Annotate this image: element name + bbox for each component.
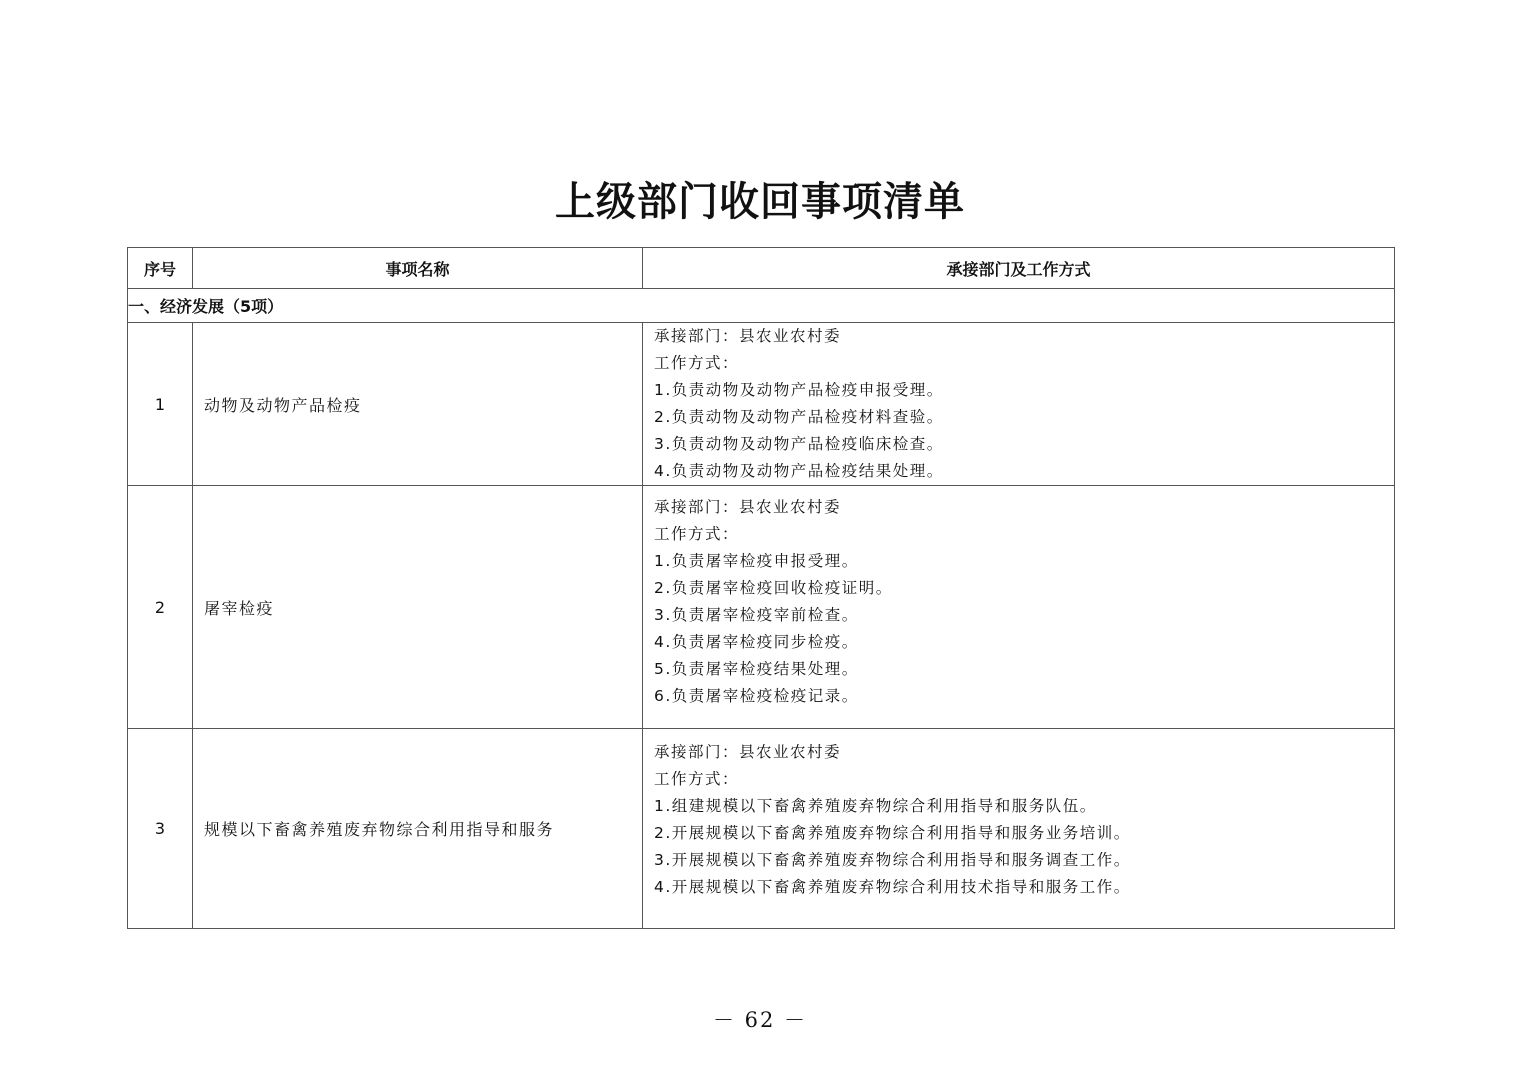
page-title: 上级部门收回事项清单 — [555, 178, 965, 225]
header-dept: 承接部门及工作方式 — [643, 248, 1395, 289]
dept-line: 工作方式： — [654, 354, 740, 372]
item-name: 屠宰检疫 — [193, 486, 643, 729]
row-number: 3 — [128, 729, 193, 929]
table-row — [128, 323, 1395, 486]
page-number: － 62 － — [712, 1008, 808, 1032]
row-number: 1 — [128, 323, 193, 486]
dept-line: 4.开展规模以下畜禽养殖废弃物综合利用技术指导和服务工作。 — [654, 878, 1131, 896]
dept-line: 3.负责屠宰检疫宰前检查。 — [654, 606, 859, 624]
dept-line: 2.负责屠宰检疫回收检疫证明。 — [654, 579, 893, 597]
dept-line: 2.负责动物及动物产品检疫材料查验。 — [654, 408, 944, 426]
table-row — [128, 486, 1395, 729]
dept-line: 2.开展规模以下畜禽养殖废弃物综合利用指导和服务业务培训。 — [654, 824, 1131, 842]
dept-line: 1.组建规模以下畜禽养殖废弃物综合利用指导和服务队伍。 — [654, 797, 1097, 815]
header-name: 事项名称 — [193, 248, 643, 289]
dept-line: 承接部门：县农业农村委 — [654, 327, 842, 345]
dept-line: 3.负责动物及动物产品检疫临床检查。 — [654, 435, 944, 453]
item-name: 规模以下畜禽养殖废弃物综合利用指导和服务 — [193, 729, 643, 929]
dept-line: 承接部门：县农业农村委 — [654, 743, 842, 761]
table-header-row — [128, 248, 1395, 289]
table-row — [128, 729, 1395, 929]
dept-line: 承接部门：县农业农村委 — [654, 498, 842, 516]
dept-cell — [643, 729, 1395, 929]
dept-cell — [643, 486, 1395, 729]
dept-line: 4.负责屠宰检疫同步检疫。 — [654, 633, 859, 651]
header-no: 序号 — [128, 248, 193, 289]
items-table — [127, 247, 1395, 929]
section-row — [128, 289, 1395, 323]
dept-line: 1.负责屠宰检疫申报受理。 — [654, 552, 859, 570]
dept-line: 3.开展规模以下畜禽养殖废弃物综合利用指导和服务调查工作。 — [654, 851, 1131, 869]
row-number: 2 — [128, 486, 193, 729]
dept-line: 5.负责屠宰检疫结果处理。 — [654, 660, 859, 678]
dept-line: 工作方式： — [654, 525, 740, 543]
dept-cell — [643, 323, 1395, 486]
item-name: 动物及动物产品检疫 — [193, 323, 643, 486]
dept-line: 工作方式： — [654, 770, 740, 788]
dept-line: 6.负责屠宰检疫检疫记录。 — [654, 687, 859, 705]
section-title: 一、经济发展（5项） — [128, 289, 1395, 323]
dept-line: 4.负责动物及动物产品检疫结果处理。 — [654, 462, 944, 480]
dept-line: 1.负责动物及动物产品检疫申报受理。 — [654, 381, 944, 399]
